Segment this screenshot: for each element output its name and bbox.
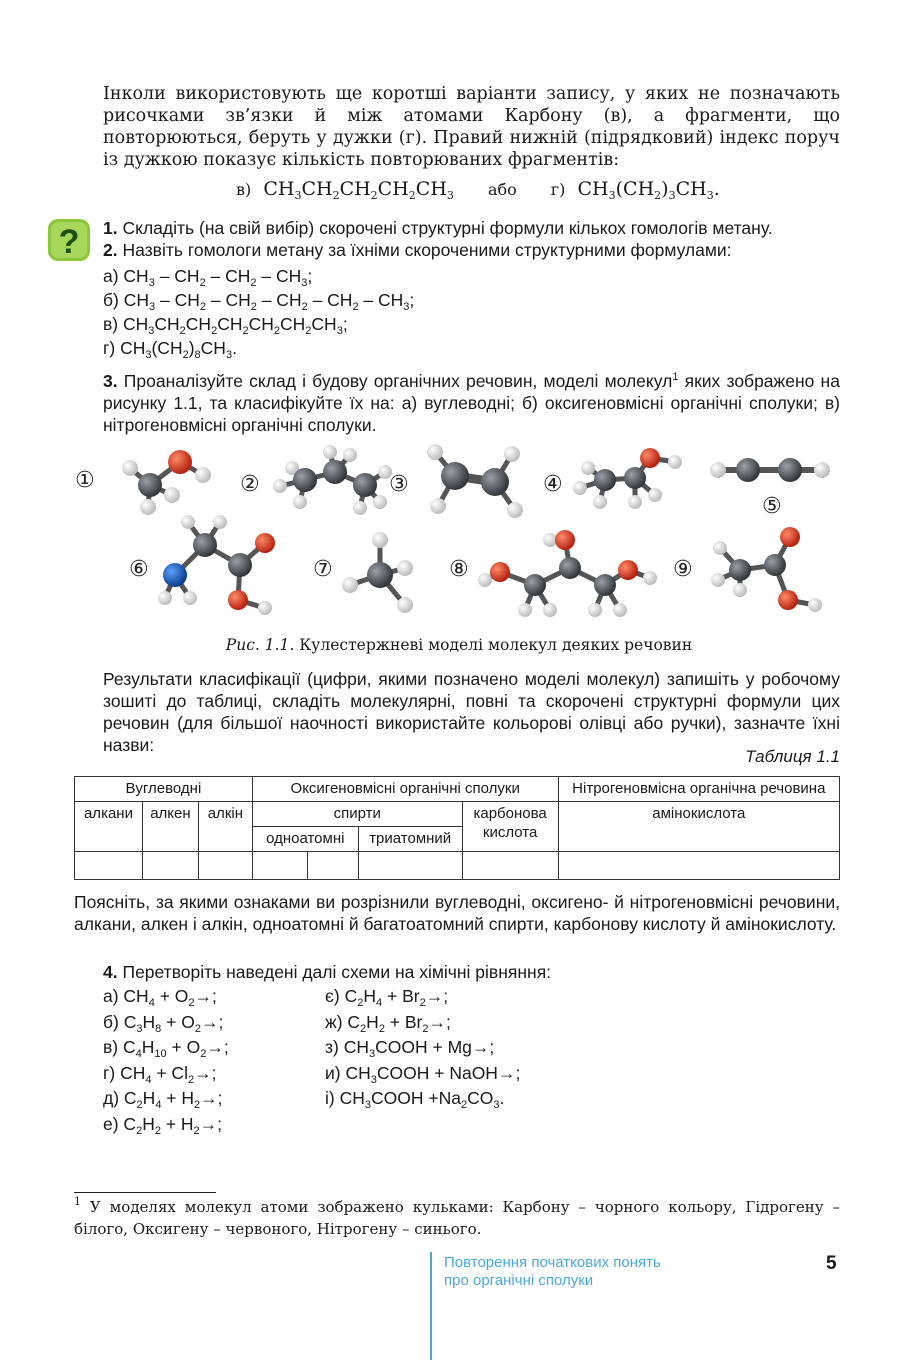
- running-head-rule: [430, 1252, 432, 1360]
- formula-or: або: [487, 180, 517, 199]
- homolog-b: б) $CH_3 - CH_2 - CH_2 - CH_2 - CH_2 - CH_3$;: [103, 290, 415, 313]
- equation-g: г) $CH_4 + Cl_2\to$;: [103, 1062, 217, 1086]
- figure-mark-4: ④: [543, 472, 563, 497]
- figure-mark-5: ⑤: [762, 494, 782, 519]
- footnote-rule: [74, 1192, 216, 1193]
- cell-alkanes: [75, 852, 143, 880]
- classification-table: [74, 776, 840, 880]
- header-hydrocarbons: Вуглеводні: [75, 777, 253, 802]
- cell-carboxylic: [462, 852, 558, 880]
- header-oxygen-compounds: Оксигеновмісні органічні сполуки: [252, 777, 558, 802]
- question-3-text-2: яких зображено на рисунку 1.1, та класифікуйте їх на: а) вуглеводні; б) оксигеновмісні органічні сполуки; в) нітрогеновмісні органічні сполуки.: [103, 371, 840, 435]
- molecule-7-methane: [342, 532, 413, 613]
- cell-triatomic: [358, 852, 462, 880]
- figure-mark-6: ⑥: [129, 557, 149, 582]
- homolog-g: г) $CH_3(CH_2)_8CH_3$.: [103, 338, 237, 361]
- equation-y: и) $CH_3COOH$ + NaOH→;: [325, 1062, 521, 1086]
- figure-caption-text: Кулестержневі моделі молекул деяких речовин: [299, 636, 693, 654]
- homolog-v: в) $CH_3CH_2CH_2CH_2CH_2CH_2CH_3$;: [103, 314, 348, 337]
- figure-mark-2: ②: [240, 472, 260, 497]
- figure-mark-8: ⑧: [449, 557, 469, 582]
- figure-mark-7: ⑦: [313, 557, 333, 582]
- formula-g: $CH_3(CH_2)_3CH_3$.: [571, 178, 720, 202]
- explain-paragraph: Поясніть, за якими ознаками ви розрізнили вуглеводні, оксигено- й нітрогеновмісні речовини, алкани, алкен і алкін, одноатомні й багатоатомний спирти, карбонову кислоту й амінокислоту.: [74, 892, 840, 934]
- page-number: 5: [826, 1253, 837, 1274]
- equation-b: б) $C_3H_8 + O_2\to$;: [103, 1011, 224, 1035]
- footnote: [74, 1196, 840, 1240]
- header-alkene: алкен: [142, 802, 198, 852]
- figure-caption: [0, 636, 918, 654]
- question-1: [103, 217, 773, 239]
- cell-alkene: [142, 852, 198, 880]
- molecule-4-ethanol: [573, 448, 682, 509]
- cell-amino: [558, 852, 839, 880]
- molecule-figure: [60, 440, 850, 630]
- molecule-9-acetic-acid: [711, 527, 822, 612]
- question-1-number: 1.: [103, 218, 118, 238]
- question-4-number: 4.: [103, 962, 118, 982]
- molecule-6-glycine: [158, 515, 275, 615]
- header-alcohols: спирти: [252, 802, 462, 827]
- cell-monoatomic-1: [252, 852, 307, 880]
- header-triatomic: триатомний: [358, 827, 462, 852]
- figure-mark-1: ①: [75, 468, 95, 493]
- question-icon: [47, 218, 91, 262]
- molecule-2-propane: [273, 445, 392, 515]
- svg-text:?: ?: [58, 223, 80, 261]
- running-head-line-1: Повторення початкових понять: [444, 1254, 661, 1271]
- homolog-a: а) $CH_3 - CH_2 - CH_2 - CH_3$;: [103, 266, 313, 289]
- question-4-text: Перетворіть наведені далі схеми на хімічні рівняння:: [122, 962, 552, 982]
- molecule-8-glycerol: [478, 530, 657, 617]
- formula-v: $CH_3CH_2CH_2CH_2CH_3$: [257, 178, 454, 202]
- running-head: [444, 1254, 661, 1290]
- intro-text: Інколи використовують ще коротші варіанти запису, у яких не позначають рисочками зв’язки й між атомами Карбону (в), а фрагменти, що повторюються, беруть у дужки (г). Правий нижній (підрядковий) індекс поруч із дужкою показує кількість повторюваних фрагментів:: [103, 84, 840, 170]
- equation-d: д) $C_2H_4 + H_2\to$;: [103, 1088, 223, 1111]
- intro-paragraph: [103, 83, 840, 171]
- running-head-line-2: про органічні сполуки: [444, 1272, 594, 1289]
- figure-caption-label: Рис. 1.1.: [225, 636, 295, 654]
- figure-mark-3: ③: [389, 472, 409, 497]
- equation-e: е) $C_2H_2 + H_2\to$;: [103, 1113, 223, 1137]
- molecule-5-ethyne: [710, 458, 830, 482]
- equations-right: [325, 984, 520, 1112]
- question-1-text: Складіть (на свій вибір) скорочені структурні формули кількох гомологів метану.: [122, 218, 773, 238]
- question-3-number: 3.: [103, 371, 118, 391]
- question-2-text: Назвіть гомологи метану за їхніми скороченими структурними формулами:: [122, 240, 732, 260]
- equation-ye: є) $C_2H_4 + Br_2\to$;: [325, 986, 449, 1009]
- header-carboxylic-acid: карбонова кислота: [462, 802, 558, 852]
- equation-z: з) $CH_3COOH + Mg\to$;: [325, 1037, 495, 1060]
- table-caption: Таблиця 1.1: [745, 747, 840, 766]
- formula-row: [236, 178, 720, 200]
- question-2-number: 2.: [103, 240, 118, 260]
- formula-label-v: в): [236, 180, 252, 199]
- equation-zh: ж) $C_2H_2 + Br_2\to$;: [325, 1011, 451, 1035]
- footnote-text: У моделях молекул атоми зображено кульками: Карбону – чорного кольору, Гідрогену – білого, Оксигену – червоного, Нітрогену – синього.: [74, 1198, 840, 1238]
- cell-monoatomic-2: [307, 852, 358, 880]
- question-3-text: Проаналізуйте склад і будову органічних речовин, моделі молекул: [123, 371, 673, 391]
- header-amino-acid: амінокислота: [558, 802, 839, 852]
- formula-label-g: г): [550, 180, 566, 199]
- header-alkyne: алкін: [198, 802, 252, 852]
- question-3: [103, 370, 840, 436]
- equation-a: а) $CH_4 + O_2\to$;: [103, 986, 217, 1009]
- figure-mark-9: ⑨: [673, 557, 693, 582]
- equation-i: і) $CH_3COOH +Na_2CO_3$.: [325, 1088, 505, 1111]
- equation-v: в) $C_4H_{10} + O_2\to$;: [103, 1037, 229, 1060]
- footnote-number: 1: [74, 1195, 81, 1208]
- cell-alkyne: [198, 852, 252, 880]
- molecule-3-ethene: [427, 444, 523, 518]
- question-2: [103, 239, 732, 261]
- header-nitrogen-compound: Нітрогеновмісна органічна речовина: [558, 777, 839, 802]
- molecule-1-methanol: [122, 450, 211, 515]
- results-paragraph: Результати класифікації (цифри, якими позначено моделі молекул) запишіть у робочому зошиті до таблиці, складіть молекулярні, повні та скорочені структурні формули цих речовин (для більшої наочності використайте кольорові олівці або ручки), зазначте їхні назви:: [103, 669, 840, 755]
- footnote-ref: 1: [672, 371, 679, 383]
- equations-left: [103, 984, 229, 1137]
- question-4: [103, 961, 551, 983]
- header-monoatomic: одноатомні: [252, 827, 358, 852]
- header-alkanes: алкани: [75, 802, 143, 852]
